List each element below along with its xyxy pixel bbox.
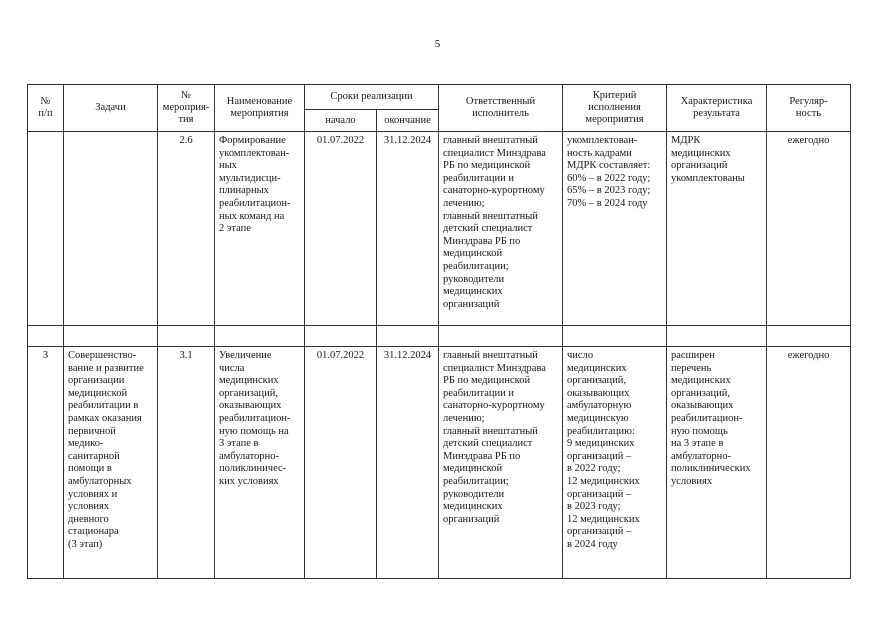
row-task xyxy=(64,132,158,326)
header-start: начало xyxy=(305,110,377,132)
row-result: расширен перечень медицинских организаций, оказывающих реабилитацион- ную помощь на 3 этапе в амбулаторно- поликлинических условиях xyxy=(667,347,767,579)
header-responsible: Ответственный исполнитель xyxy=(439,85,563,132)
row-num: 3 xyxy=(28,347,64,579)
row-start: 01.07.2022 xyxy=(305,132,377,326)
row-start: 01.07.2022 xyxy=(305,347,377,579)
row-event-name: Формирование укомплектован- ных мультидисци- плинарных реабилитацион- ных команд на 2 этапе xyxy=(215,132,305,326)
row-event-num: 3.1 xyxy=(158,347,215,579)
row-end: 31.12.2024 xyxy=(377,132,439,326)
row-event-name: Увеличение числа медицинских организаций, оказывающих реабилитацион- ную помощь на 3 этапе в амбулаторно- поликлиничес- ких условиях xyxy=(215,347,305,579)
header-criterion: Критерий исполнения мероприятия xyxy=(563,85,667,132)
table-header xyxy=(28,85,851,132)
row-criterion: число медицинских организаций, оказывающих амбулаторную медицинскую реабилитацию: 9 медицинских организаций – в 2022 году; 12 медицинских организаций – в 2023 году; 12 медицинских организаций – в 2024 году xyxy=(563,347,667,579)
action-plan-table xyxy=(27,84,851,579)
table-row xyxy=(28,347,851,579)
row-result: МДРК медицинских организаций укомплектованы xyxy=(667,132,767,326)
header-num: № п/п xyxy=(28,85,64,132)
row-event-num: 2.6 xyxy=(158,132,215,326)
header-period: Сроки реализации xyxy=(305,85,439,110)
header-tasks: Задачи xyxy=(64,85,158,132)
spacer-row xyxy=(28,326,851,347)
header-regularity: Регуляр- ность xyxy=(767,85,851,132)
row-regularity: ежегодно xyxy=(767,132,851,326)
header-end: окончание xyxy=(377,110,439,132)
row-responsible: главный внештатный специалист Минздрава РБ по медицинской реабилитации и санаторно-курортному лечению; главный внештатный детский специалист Минздрава РБ по медицинской реабилитации; руководители медицинских организаций xyxy=(439,347,563,579)
row-task: Совершенство- вание и развитие организации медицинской реабилитации в рамках оказания первичной медико- санитарной помощи в амбулаторных условиях и условиях дневного стационара (3 этап) xyxy=(64,347,158,579)
page-number: 5 xyxy=(434,38,441,50)
row-criterion: укомплектован- ность кадрами МДРК составляет: 60% – в 2022 году; 65% – в 2023 году; 70% – в 2024 году xyxy=(563,132,667,326)
row-end: 31.12.2024 xyxy=(377,347,439,579)
row-regularity: ежегодно xyxy=(767,347,851,579)
header-event-name: Наименование мероприятия xyxy=(215,85,305,132)
table-row xyxy=(28,132,851,326)
header-result: Характеристика результата xyxy=(667,85,767,132)
header-event-num: № мероприя- тия xyxy=(158,85,215,132)
row-responsible: главный внештатный специалист Минздрава РБ по медицинской реабилитации и санаторно-курортному лечению; главный внештатный детский специалист Минздрава РБ по медицинской реабилитации; руководители медицинских организаций xyxy=(439,132,563,326)
row-num xyxy=(28,132,64,326)
